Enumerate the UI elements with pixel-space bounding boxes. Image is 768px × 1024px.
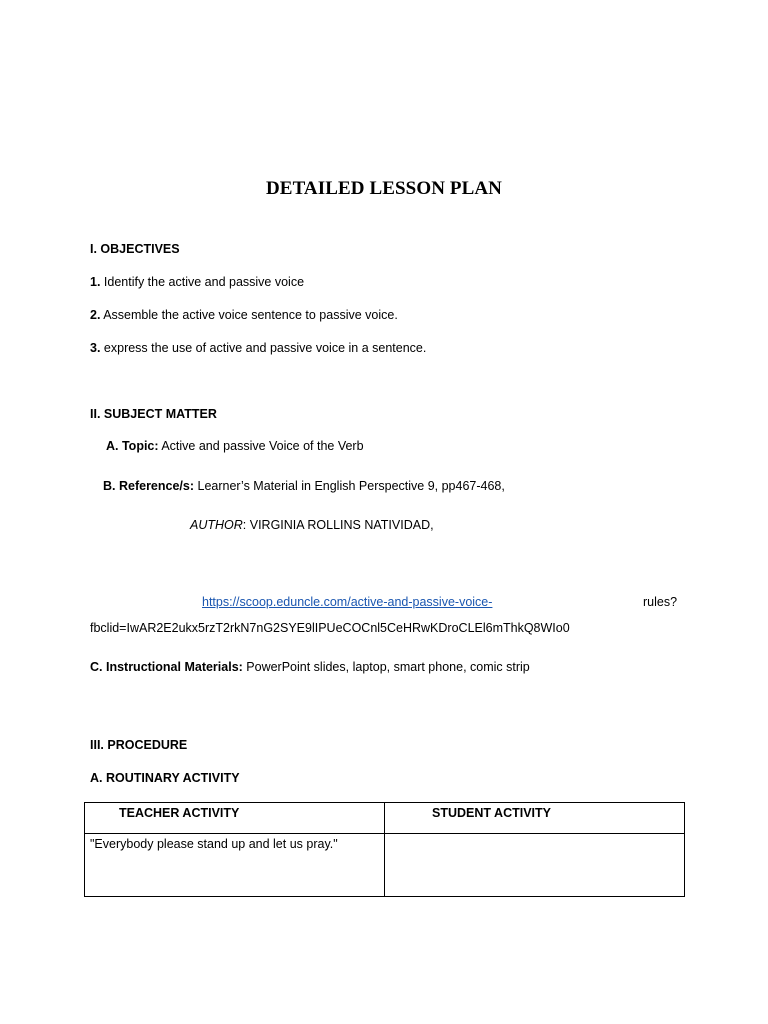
- materials-value: PowerPoint slides, laptop, smart phone, comic strip: [242, 660, 530, 674]
- reference-label: B. Reference/s:: [103, 479, 195, 493]
- topic-label: A. Topic:: [106, 439, 159, 453]
- reference-link-tail: rules?: [643, 595, 678, 609]
- page-title: DETAILED LESSON PLAN: [265, 178, 503, 199]
- objective-text: express the use of active and passive voice in a sentence.: [100, 341, 427, 355]
- table-row: [85, 834, 685, 897]
- cell-text: [385, 842, 390, 845]
- reference-link-continuation: fbclid=IwAR2E2ukx5rzT2rkN7nG2SYE9lIPUeCOCnl5CeHRwKDroCLEl6mThkQ8WIo0: [90, 621, 570, 635]
- reference-line: [103, 478, 505, 494]
- objective-item-3: [90, 340, 426, 356]
- objective-number: 1.: [90, 275, 101, 289]
- reference-link[interactable]: https://scoop.eduncle.com/active-and-passive-voice-: [202, 595, 493, 609]
- materials-label: C. Instructional Materials:: [90, 660, 243, 674]
- topic-line: [106, 438, 364, 454]
- subject-matter-heading: II. SUBJECT MATTER: [90, 407, 217, 421]
- table-header-student: STUDENT ACTIVITY: [385, 803, 685, 834]
- cell-text: "Everybody please stand up and let us pray.": [90, 837, 338, 851]
- objective-number: 3.: [90, 341, 101, 355]
- objective-item-1: [90, 274, 304, 290]
- objectives-heading: I. OBJECTIVES: [90, 242, 180, 256]
- objective-number: 2.: [90, 308, 101, 322]
- procedure-heading: III. PROCEDURE: [90, 738, 188, 752]
- objective-text: Identify the active and passive voice: [100, 275, 305, 289]
- objective-text: Assemble the active voice sentence to passive voice.: [100, 308, 398, 322]
- topic-value: Active and passive Voice of the Verb: [158, 439, 364, 453]
- author-line: [190, 517, 434, 533]
- student-activity-cell: [385, 834, 685, 897]
- objective-item-2: [90, 307, 398, 323]
- author-label: AUTHOR: [190, 518, 243, 532]
- author-value: : VIRGINIA ROLLINS NATIVIDAD,: [242, 518, 434, 532]
- materials-line: [90, 659, 530, 675]
- table-header-row: [85, 803, 685, 834]
- activity-table-body: [85, 834, 685, 897]
- table-header-teacher: TEACHER ACTIVITY: [85, 803, 385, 834]
- teacher-activity-cell: [85, 834, 385, 897]
- activity-table: [84, 802, 685, 897]
- reference-value: Learner’s Material in English Perspective 9, pp467-468,: [194, 479, 505, 493]
- routinary-activity-heading: A. ROUTINARY ACTIVITY: [90, 771, 240, 785]
